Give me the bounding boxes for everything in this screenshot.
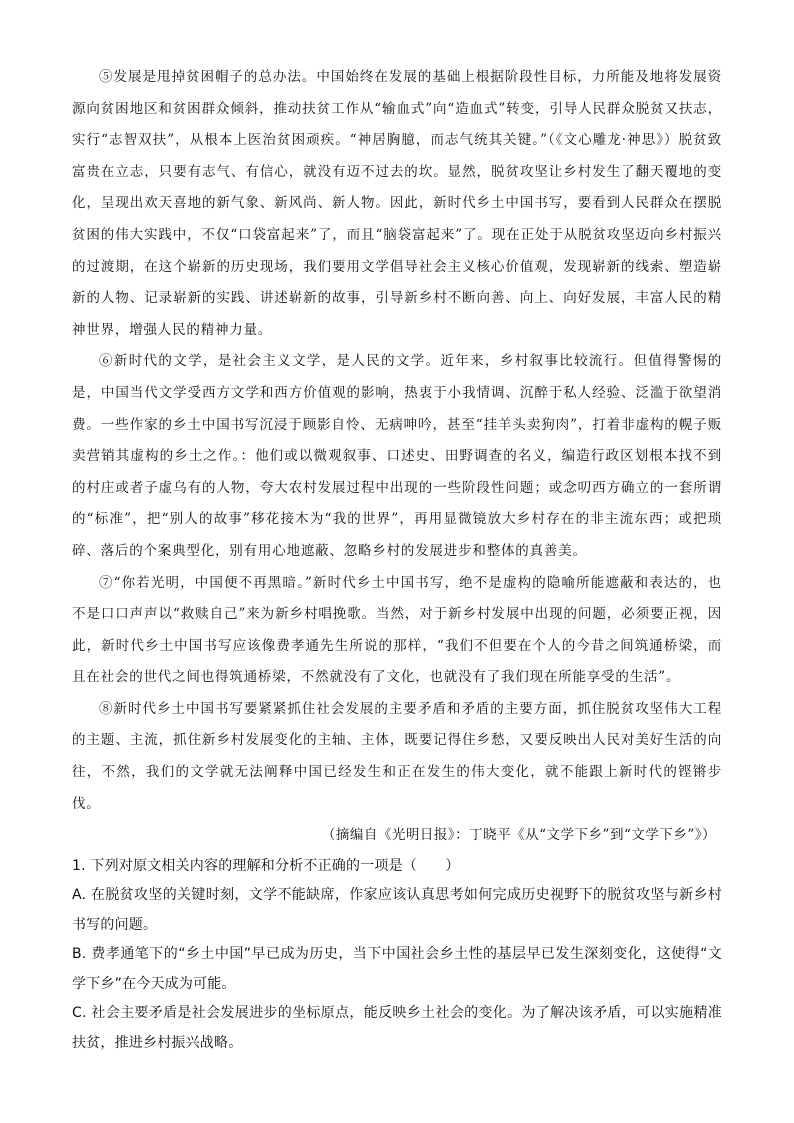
question-stem: 1. 下列对原文相关内容的理解和分析不正确的一项是（ ）	[72, 857, 460, 874]
question-1	[72, 852, 722, 1059]
paragraph-8: ⑧新时代乡土中国书写要紧紧抓住社会发展的主要矛盾和矛盾的主要方面，抓住脱贫攻坚伟大工程的主题、主流，抓住新乡村发展变化的主轴、主体，既要记得住乡愁，又要反映出人民对美好生活的向往，不然，我们的文学就无法阐释中国已经发生和正在发生的伟大变化，就不能跟上新时代的铿锵步伐。	[72, 700, 722, 812]
source-citation: （摘编自《光明日报》：丁晓平《从“文学下乡”到“文学下乡”》）	[321, 827, 716, 844]
paragraph-5: ⑤发展是甩掉贫困帽子的总办法。中国始终在发展的基础上根据阶段性目标，力所能及地将发展资源向贫困地区和贫困群众倾斜，推动扶贫工作从“输血式”向“造血式”转变，引导人民群众脱贫又扶志，实行“志智双扶”，从根本上医治贫困顽疾。“神居胸臆，而志气统其关键。”（《文心雕龙·神思》）脱贫致富贵在立志，只要有志气、有信心，就没有迈不过去的坎。显然，脱贫攻坚让乡村发生了翻天覆地的变化，呈现出欢天喜地的新气象、新风尚、新人物。因此，新时代乡土中国书写，要看到人民群众在摆脱贫困的伟大实践中，不仅“口袋富起来”了，而且“脑袋富起来”了。现在正处于从脱贫攻坚迈向乡村振兴的过渡期，在这个崭新的历史现场，我们要用文学倡导社会主义核心价值观，发现崭新的线索、塑造崭新的人物、记录崭新的实践、讲述崭新的故事，引导新乡村不断向善、向上、向好发展，丰富人民的精神世界，增强人民的精神力量。	[72, 69, 722, 338]
option-c: C. 社会主要矛盾是社会发展进步的坐标原点，能反映乡土社会的变化。为了解决该矛盾，可以实施精准扶贫，推进乡村振兴战略。	[72, 1005, 722, 1051]
option-a: A. 在脱贫攻坚的关键时刻，文学不能缺席，作家应该认真思考如何完成历史视野下的脱贫攻坚与新乡村书写的问题。	[72, 887, 722, 933]
option-b: B. 费孝通笔下的“乡土中国”早已成为历史，当下中国社会乡土性的基层早已发生深刻变化，这使得“文学下乡”在今天成为可能。	[72, 946, 722, 992]
paragraph-7: ⑦“你若光明，中国便不再黑暗。”新时代乡土中国书写，绝不是虚构的隐喻所能遮蔽和表达的，也不是口口声声以“救赎自己”来为新乡村唱挽歌。当然，对于新乡村发展中出现的问题，必须要正视，因此，新时代乡土中国书写应该像费孝通先生所说的那样，“我们不但要在个人的今昔之间筑通桥梁，而且在社会的世代之间也得筑通桥梁，不然就没有了文化，也就没有了我们现在所能享受的生活”。	[72, 574, 722, 686]
reading-passage	[72, 62, 722, 852]
document-page	[72, 62, 722, 1058]
paragraph-6: ⑥新时代的文学，是社会主义文学，是人民的文学。近年来，乡村叙事比较流行。但值得警惕的是，中国当代文学受西方文学和西方价值观的影响，热衷于小我情调、沉醉于私人经验、泛滥于欲望消费。一些作家的乡土中国书写沉浸于顾影自怜、无病呻吟，甚至“挂羊头卖狗肉”，打着非虚构的幌子贩卖营销其虚构的乡土之作。：他们或以微观叙事、口述史、田野调查的名义，编造行政区划根本找不到的村庄或者子虚乌有的人物，夸大农村发展过程中出现的一些阶段性问题；或念叨西方确立的一套所谓的“标准”，把“别人的故事”移花接木为“我的世界”，再用显微镜放大乡村存在的非主流东西；或把琐碎、落后的个案典型化，别有用心地遮蔽、忽略乡村的发展进步和整体的真善美。	[72, 353, 722, 559]
